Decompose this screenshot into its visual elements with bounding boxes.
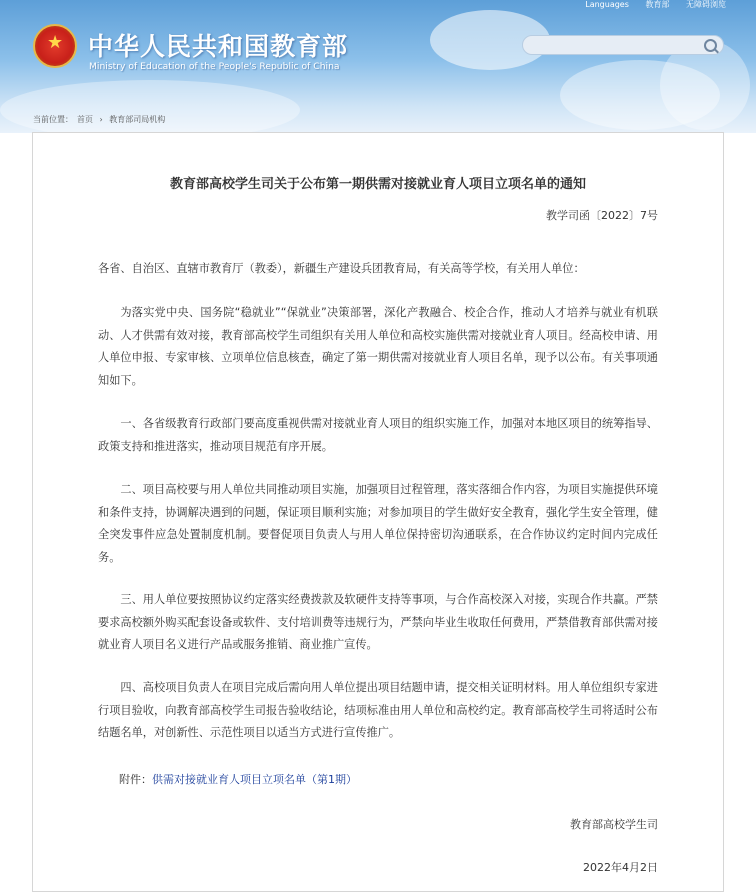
paragraph-1: 一、各省级教育行政部门要高度重视供需对接就业育人项目的组织实施工作，加强对本地区项目的统筹指导、政策支持和推进落实，推动项目规范有序开展。 [98, 417, 658, 453]
search-icon[interactable] [704, 39, 717, 52]
breadcrumb [33, 114, 169, 125]
document-number: 教学司函〔2022〕7号 [546, 209, 658, 222]
paragraph-3: 三、用人单位要按照协议约定落实经费拨款及软硬件支持等事项，与合作高校深入对接，实现合作共赢。严禁要求高校额外购买配套设备或软件、支付培训费等违规行为，严禁向毕业生收取任何费用，严禁借教育部供需对接就业育人项目名义进行产品或服务推销、商业推广宣传。 [98, 593, 658, 651]
breadcrumb-home[interactable]: 首页 [77, 115, 93, 124]
accessibility-link[interactable]: 无障碍浏览 [686, 0, 726, 9]
languages-link[interactable]: Languages [585, 0, 629, 9]
paragraph-2: 二、项目高校要与用人单位共同推动项目实施，加强项目过程管理，落实落细合作内容，为项目实施提供环境和条件支持，协调解决遇到的问题，保证项目顺利实施；对参加项目的学生做好安全教育，强化学生安全管理，健全突发事件应急处置制度机制。要督促项目负责人与用人单位保持密切沟通联系，在合作协议约定时间内完成任务。 [98, 483, 658, 564]
cloud-decoration [0, 80, 300, 133]
attachment-link[interactable]: 供需对接就业育人项目立项名单（第1期） [152, 773, 357, 786]
document-date: 2022年4月2日 [583, 861, 658, 874]
search-input[interactable] [522, 35, 724, 55]
paragraph-4: 四、高校项目负责人在项目完成后需向用人单位提出项目结题申请，提交相关证明材料。用人单位组织专家进行项目验收，向教育部高校学生司报告验收结论，结项标准由用人单位和高校约定。教育部高校学生司将适时公布结题名单，对创新性、示范性项目以适当方式进行宣传推广。 [98, 681, 658, 739]
top-nav [571, 0, 726, 10]
site-title[interactable]: 中华人民共和国教育部 [88, 32, 349, 61]
national-emblem-icon[interactable] [33, 24, 77, 68]
signature: 教育部高校学生司 [570, 818, 658, 831]
site-subtitle: Ministry of Education of the People's Republic of China [89, 61, 340, 72]
moe-link[interactable]: 教育部 [645, 0, 670, 9]
breadcrumb-current[interactable]: 教育部司局机构 [109, 115, 166, 124]
site-header [0, 0, 756, 133]
breadcrumb-label: 当前位置： [33, 115, 73, 124]
addressee: 各省、自治区、直辖市教育厅（教委），新疆生产建设兵团教育局，有关高等学校，有关用人单位： [98, 262, 585, 275]
breadcrumb-separator: › [99, 115, 103, 124]
paragraph-intro: 为落实党中央、国务院“稳就业”“保就业”决策部署，深化产教融合、校企合作，推动人才培养与就业有机联动、人才供需有效对接，教育部高校学生司组织有关用人单位和高校实施供需对接就业育人项目。经高校申请、用人单位申报、专家审核、立项单位信息核查，确定了第一期供需对接就业育人项目名单，现予以公布。有关事项通知如下。 [98, 306, 658, 387]
page-title: 教育部高校学生司关于公布第一期供需对接就业育人项目立项名单的通知 [169, 177, 586, 192]
attachment-label: 附件： [119, 773, 152, 786]
attachment [119, 771, 357, 787]
